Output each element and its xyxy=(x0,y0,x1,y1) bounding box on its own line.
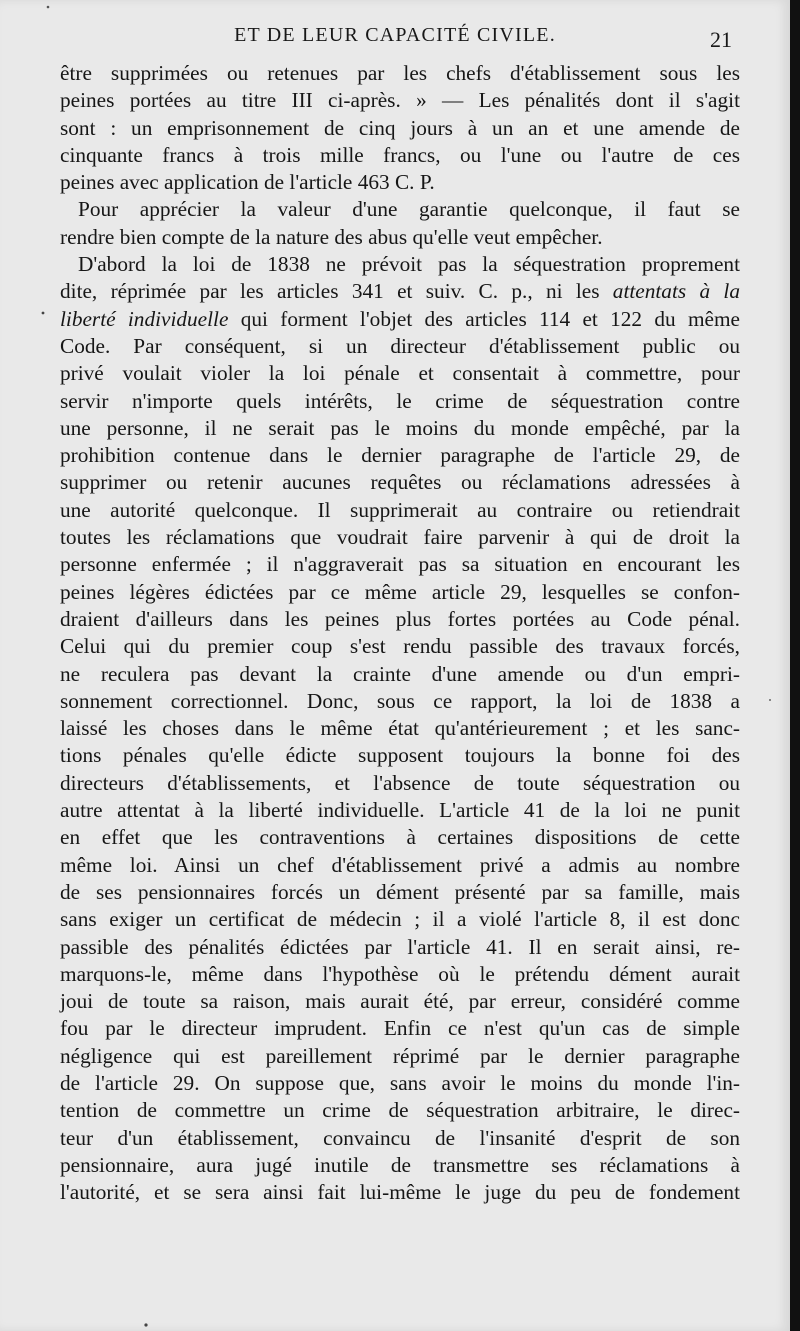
text-line: sonnement correctionnel. Donc, sous ce rapport, la loi de 1838 a xyxy=(60,688,740,713)
text-line-with-italic xyxy=(60,306,740,333)
scan-edge xyxy=(790,0,800,1331)
paper-speck xyxy=(144,1323,147,1326)
text-line: une autorité quelconque. Il supprimerait au contraire ou retiendrait xyxy=(60,497,740,522)
text-line: prohibition contenue dans le dernier paragraphe de l'article 29, de xyxy=(60,443,740,468)
text-segment: dite, réprimée par les articles 341 et suiv. C. p., ni les xyxy=(60,279,600,304)
text-line: joui de toute sa raison, mais aurait été, par erreur, considéré comme xyxy=(60,989,740,1014)
text-line: privé voulait violer la loi pénale et consentait à commettre, pour xyxy=(60,361,740,386)
text-line: une personne, il ne serait pas le moins du monde empêché, par la xyxy=(60,415,740,440)
italic-text: attentats à la xyxy=(612,279,740,304)
paragraph-start-line: Pour apprécier la valeur d'une garantie quelconque, il faut se xyxy=(78,197,740,222)
text-line: pensionnaire, aura jugé inutile de transmettre ses réclamations à xyxy=(60,1152,740,1177)
text-line: l'autorité, et se sera ainsi fait lui-même le juge du peu de fondement xyxy=(60,1180,740,1205)
text-line: directeurs d'établissements, et l'absence de toute séquestration ou xyxy=(60,770,740,795)
text-line: sans exiger un certificat de médecin ; il a violé l'article 8, il est donc xyxy=(60,907,740,932)
body-text xyxy=(60,60,740,1206)
text-line: personne enfermée ; il n'aggraverait pas sa situation en encourant les xyxy=(60,552,740,577)
paragraph-start-line: D'abord la loi de 1838 ne prévoit pas la séquestration proprement xyxy=(78,252,740,277)
running-title: ET DE LEUR CAPACITÉ CIVILE. xyxy=(234,24,556,46)
text-line: en effet que les contraventions à certaines dispositions de cette xyxy=(60,825,740,850)
text-line: être supprimées ou retenues par les chefs d'établissement sous les xyxy=(60,61,740,85)
text-line: Code. Par conséquent, si un directeur d'établissement public ou xyxy=(60,333,740,358)
text-line: servir n'importe quels intérêts, le crime de séquestration contre xyxy=(60,388,740,413)
paper-speck xyxy=(47,6,50,9)
text-line: de ses pensionnaires forcés un dément présenté par sa famille, mais xyxy=(60,879,740,904)
text-line: marquons-le, même dans l'hypothèse où le prétendu dément aurait xyxy=(60,961,740,986)
page-header xyxy=(0,24,790,60)
text-line: peines avec application de l'article 463 C. P. xyxy=(60,170,435,195)
text-line-with-italic xyxy=(60,278,740,305)
paper-speck xyxy=(42,312,45,315)
text-line: toutes les réclamations que voudrait faire parvenir à qui de droit la xyxy=(60,525,740,550)
text-line: rendre bien compte de la nature des abus qu'elle veut empêcher. xyxy=(60,224,603,249)
text-line: sont : un emprisonnement de cinq jours à un an et une amende de xyxy=(60,115,740,140)
paper-speck xyxy=(769,699,771,701)
text-line: teur d'un établissement, convaincu de l'insanité d'esprit de son xyxy=(60,1125,740,1150)
text-line: même loi. Ainsi un chef d'établissement privé a admis au nombre xyxy=(60,852,740,877)
text-segment: qui forment l'objet des articles 114 et 122 du même xyxy=(240,306,740,331)
text-line: peines légères édictées par ce même article 29, lesquelles se confon- xyxy=(60,579,740,604)
text-line: ne reculera pas devant la crainte d'une amende ou d'un empri- xyxy=(60,661,740,686)
text-line: de l'article 29. On suppose que, sans avoir le moins du monde l'in- xyxy=(60,1070,740,1095)
text-line: fou par le directeur imprudent. Enfin ce n'est qu'un cas de simple xyxy=(60,1016,740,1041)
text-line: tions pénales qu'elle édicte supposent toujours la bonne foi des xyxy=(60,743,740,768)
text-line: draient d'ailleurs dans les peines plus fortes portées au Code pénal. xyxy=(60,606,740,631)
text-line: supprimer ou retenir aucunes requêtes ou réclamations adressées à xyxy=(60,470,740,495)
text-line: cinquante francs à trois mille francs, ou l'une ou l'autre de ces xyxy=(60,142,740,167)
text-line: peines portées au titre III ci-après. » — Les pénalités dont il s'agit xyxy=(60,88,740,113)
text-line: laissé les choses dans le même état qu'antérieurement ; et les sanc- xyxy=(60,716,740,741)
text-line: Celui qui du premier coup s'est rendu passible des travaux forcés, xyxy=(60,634,740,659)
text-line: passible des pénalités édictées par l'article 41. Il en serait ainsi, re- xyxy=(60,934,740,959)
text-line: tention de commettre un crime de séquestration arbitraire, le direc- xyxy=(60,1098,740,1123)
italic-text: liberté individuelle xyxy=(60,306,229,331)
page-number: 21 xyxy=(710,27,732,52)
text-line: négligence qui est pareillement réprimé par le dernier paragraphe xyxy=(60,1043,740,1068)
text-line: autre attentat à la liberté individuelle. L'article 41 de la loi ne punit xyxy=(60,798,740,823)
